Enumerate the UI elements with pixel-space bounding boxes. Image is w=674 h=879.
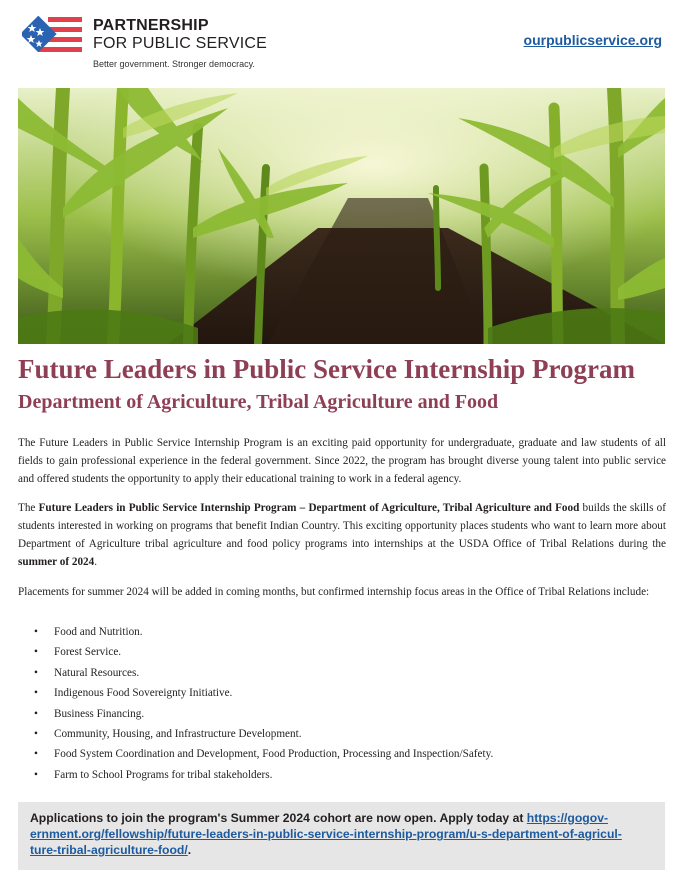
page-subtitle: Department of Agriculture, Tribal Agriculture and Food	[18, 391, 499, 413]
list-item	[34, 622, 654, 642]
page-title: Future Leaders in Public Service Internship Program	[18, 354, 635, 384]
hero-image	[18, 88, 665, 344]
list-item	[34, 642, 654, 662]
list-item	[34, 724, 654, 744]
list-item-label: Business Financing.	[54, 707, 145, 720]
cta-text: Applications to join the program's Summer 2024 cohort are now open. Apply today at	[30, 811, 527, 825]
list-item	[34, 663, 654, 683]
program-name: Future Leaders in Public Service Internship Program – Department of Agriculture, Tribal Agriculture and Food	[38, 502, 580, 514]
intro-paragraph: The Future Leaders in Public Service Internship Program is an exciting paid opportunity for undergraduate, graduate and law students of all fields to gain professional experience in the federal government. Since 2022, the program has brought diverse young talent into public service and offered students the opportunity to apply their educational training to work in a federal agency.	[18, 437, 666, 485]
list-item-label: Food and Nutrition.	[54, 626, 143, 638]
list-item-label: Natural Resources.	[54, 666, 140, 679]
bullet-icon: •	[34, 707, 38, 720]
placements-paragraph: Placements for summer 2024 will be added in coming months, but confirmed internship focus areas in the Office of Tribal Relations include:	[18, 586, 650, 598]
header	[18, 14, 664, 74]
org-name	[93, 17, 267, 53]
org-name-line2: FOR PUBLIC SERVICE	[93, 35, 268, 52]
program-season: summer of 2024	[18, 556, 95, 568]
tagline: Better government. Stronger democracy.	[93, 59, 255, 69]
application-link-part1[interactable]: https://gogov-	[526, 811, 609, 825]
list-item-label: Food System Coordination and Development, Food Production, Processing and Inspection/Safety.	[54, 748, 494, 761]
list-item-label: Farm to School Programs for tribal stakeholders.	[54, 768, 273, 781]
cornfield-rows-photo	[18, 88, 665, 344]
program-paragraph-middle: builds the skills of students interested in working on programs that benefit Indian Country. This exciting opportunity places students who want to learn more about Department of Agriculture tribal agriculture and food policy programs into internships at the USDA Office of Tribal Relations during the	[18, 502, 666, 550]
bullet-icon: •	[34, 626, 38, 638]
list-item	[34, 683, 654, 703]
list-item	[34, 744, 654, 764]
cta-banner	[18, 802, 665, 870]
website-link[interactable]: ourpublicservice.org	[523, 32, 662, 48]
focus-areas-list	[34, 622, 654, 785]
list-item-label: Indigenous Food Sovereignty Initiative.	[54, 687, 233, 700]
program-paragraph	[18, 499, 666, 571]
list-item-label: Forest Service.	[54, 646, 122, 659]
bullet-icon: •	[34, 727, 38, 740]
bullet-icon: •	[34, 646, 38, 659]
application-link-part3[interactable]: ture-tribal-agriculture-food/	[30, 843, 188, 857]
bullet-icon: •	[34, 687, 38, 700]
bullet-icon: •	[34, 768, 38, 781]
bullet-icon: •	[34, 748, 38, 761]
program-paragraph-end: .	[94, 556, 98, 568]
flag-stars-stripes-icon	[18, 14, 82, 54]
list-item	[34, 704, 654, 724]
application-link-part2[interactable]: ernment.org/fellowship/future-leaders-in-public-service-internship-program/u-s-department-of-agricul-	[30, 827, 622, 841]
cta-end: .	[187, 843, 192, 857]
list-item-label: Community, Housing, and Infrastructure Development.	[54, 727, 302, 740]
bullet-icon: •	[34, 666, 38, 679]
org-name-line1: PARTNERSHIP	[93, 17, 209, 34]
program-paragraph-lead: The	[18, 502, 39, 514]
list-item	[34, 765, 654, 785]
